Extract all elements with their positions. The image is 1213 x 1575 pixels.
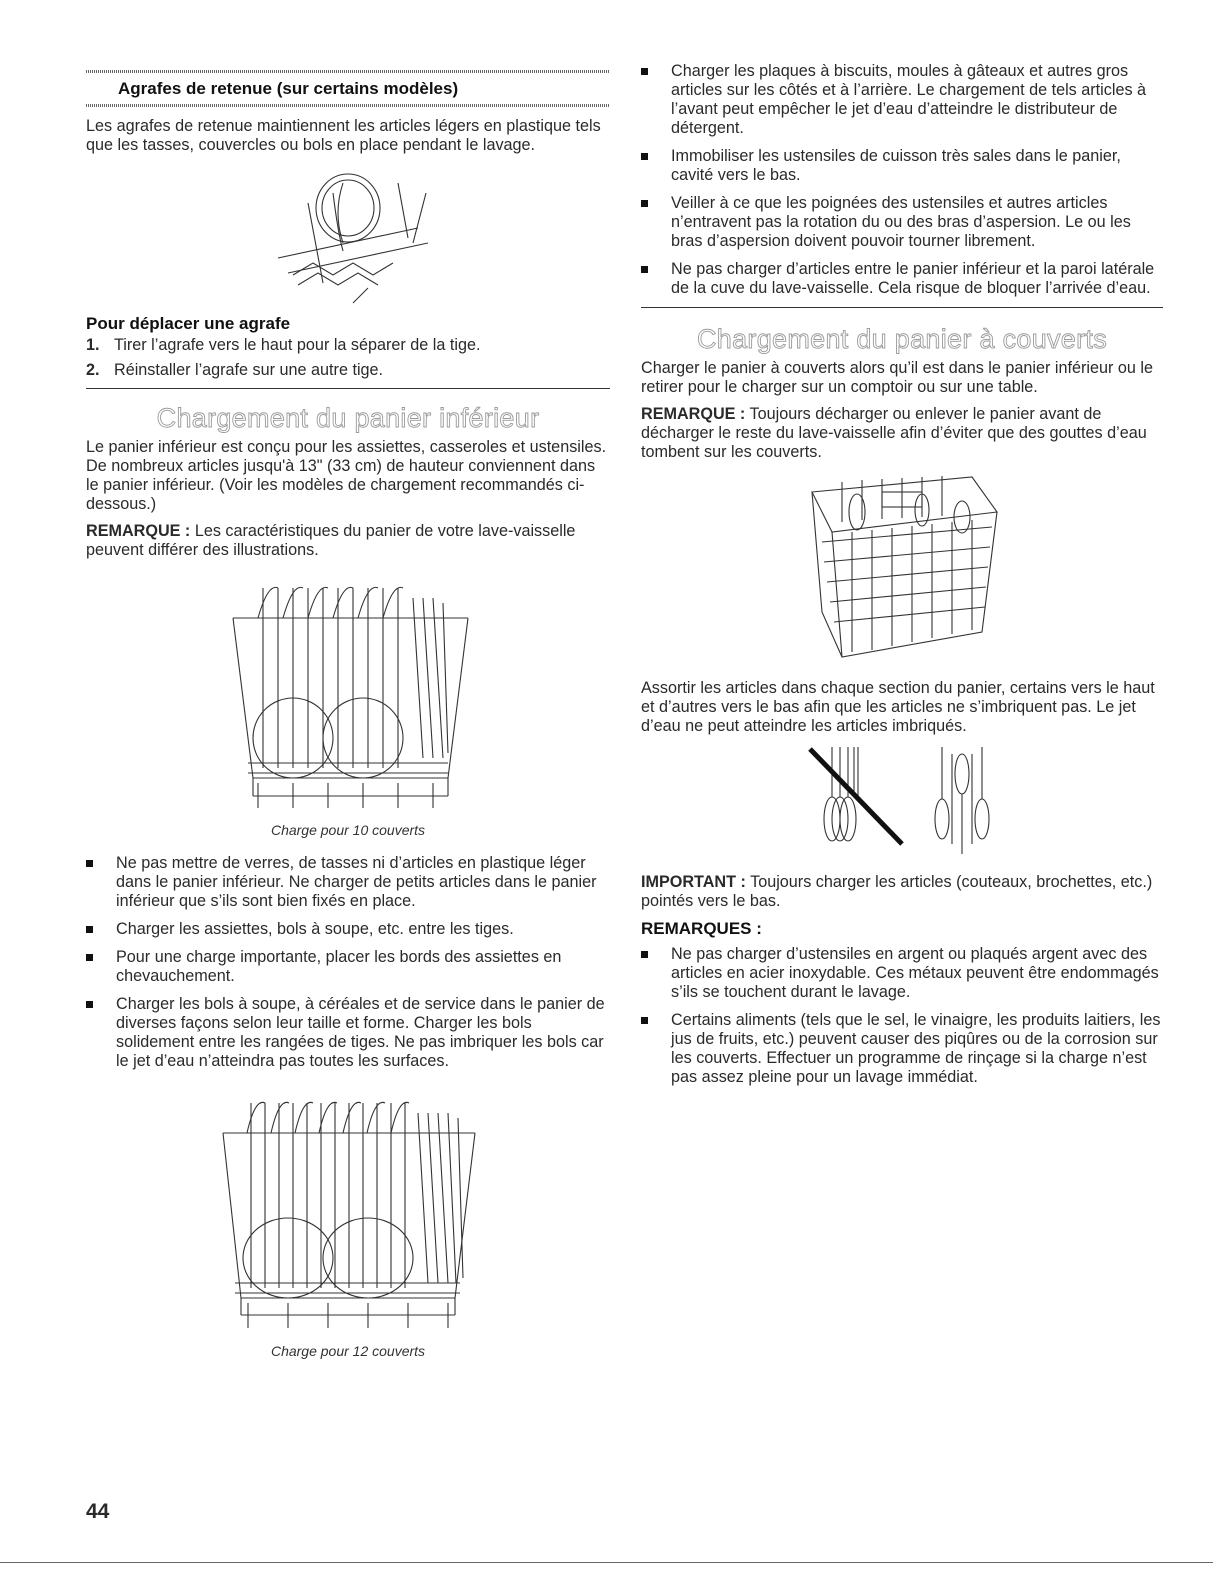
important-body: Toujours charger les articles (couteaux, brochettes, etc.) pointés vers le bas. [641, 873, 1153, 910]
bullet-item [86, 920, 610, 939]
step-number: 1. [86, 336, 100, 354]
bullet-item [86, 995, 610, 1071]
remarks-title: REMARQUES : [641, 919, 762, 938]
lower-rack-title: Chargement du panier inférieur [156, 403, 540, 433]
left-column [86, 62, 610, 1375]
lower-rack-note [86, 522, 610, 560]
bullet-text: Veiller à ce que les poignées des ustensiles et autres articles n’entravent pas la rotation du ou des bras d’aspersion. Le ou les bras d’aspersion doivent pouvoir tourner librement. [671, 194, 1131, 250]
nesting-spoons-illustration [802, 744, 1002, 859]
note-text: Toujours décharger ou enlever le panier avant de décharger le reste du lave-vaisselle afin d’éviter que des gouttes d’eau tombent sur les couverts. [641, 405, 1147, 461]
note-text: Les caractéristiques du panier de votre lave-vaisselle peuvent différer des illustrations. [86, 522, 576, 559]
remark-text: Ne pas charger d’ustensiles en argent ou plaqués argent avec des articles en acier inoxydable. Ces métaux peuvent être endommagés s’ils se touchent durant le lavage. [671, 945, 1159, 1001]
bullet-text: Charger les assiettes, bols à soupe, etc. entre les tiges. [116, 920, 514, 938]
hatch-rule [86, 104, 610, 107]
bullet-text: Immobiliser les ustensiles de cuisson très sales dans le panier, cavité vers le bas. [671, 147, 1121, 184]
section-rule [86, 388, 610, 389]
right-column [641, 62, 1163, 1096]
move-steps [86, 336, 610, 380]
silverware-basket-illustration [802, 472, 1002, 667]
important-label: IMPORTANT : [641, 873, 746, 891]
bullet-item [641, 194, 1163, 251]
step-number: 2. [86, 361, 100, 379]
section-rule [641, 307, 1163, 308]
note-label: REMARQUE : [641, 405, 746, 423]
bullet-item [641, 62, 1163, 138]
bullet-text: Ne pas charger d’articles entre le panier inférieur et la paroi latérale de la cuve du lave-vaisselle. Cela risque de bloquer l’arrivée d’eau. [671, 260, 1155, 297]
bullet-text: Charger les plaques à biscuits, moules à gâteaux et autres gros articles sur les côtés et à l’arrière. Le chargement de tels articles à l’avant peut empêcher le jet d’eau d’atteindre le distributeur de détergent. [671, 62, 1147, 137]
bullet-item [86, 854, 610, 911]
page-number: 44 [86, 1500, 110, 1523]
bullet-text: Ne pas mettre de verres, de tasses ni d’articles en plastique léger dans le panier inférieur. Ne charger de petits articles dans le panier inférieur que s’ils sont bien fixés en place. [116, 854, 597, 910]
retainer-clip-illustration [248, 163, 448, 308]
lower-rack-intro: Le panier inférieur est conçu pour les assiettes, casseroles et ustensiles. De nombreux articles jusqu'à 13" (33 cm) de hauteur conviennent dans le panier inférieur. (Voir les modèles de chargement recommandés ci-dessous.) [86, 438, 607, 513]
lower-rack-bullets [86, 854, 610, 1071]
twelve-place-setting-illustration [213, 1093, 483, 1333]
remark-text: Certains aliments (tels que le sel, le vinaigre, les produits laitiers, les jus de fruits, etc.) peuvent causer des piqûres ou de la corrosion sur les couverts. Effectuer un programme de rinçage si la charge n’est pas assez pleine pour un lavage immédiat. [671, 1011, 1161, 1086]
bullet-item [641, 147, 1163, 185]
hatch-rule [86, 70, 610, 73]
step-item [86, 361, 610, 380]
important-text [641, 873, 1163, 911]
remark-item [641, 945, 1163, 1002]
mix-items-text: Assortir les articles dans chaque section du panier, certains vers le haut et d’autres vers le bas afin que les articles ne s’imbriquent pas. Le jet d’eau ne peut atteindre les articles imbriqués. [641, 679, 1155, 735]
bottom-edge-line [0, 1562, 1213, 1563]
bullet-text: Charger les bols à soupe, à céréales et de service dans le panier de diverses façons selon leur taille et forme. Charger les bols solidement entre les rangées de tiges. Ne pas imbriquer les bols car le jet d’eau n’atteindra pas toutes les surfaces. [116, 995, 605, 1070]
bullet-text: Pour une charge importante, placer les bords des assiettes en chevauchement. [116, 948, 562, 985]
caption-12-settings: Charge pour 12 couverts [270, 1343, 426, 1359]
lower-rack-bullets-continued [641, 62, 1163, 298]
bullet-item [641, 260, 1163, 298]
remarks-list [641, 945, 1163, 1087]
remark-item [641, 1011, 1163, 1087]
move-retainer-title: Pour déplacer une agrafe [86, 314, 291, 333]
silverware-intro: Charger le panier à couverts alors qu’il est dans le panier inférieur ou le retirer pour le charger sur un comptoir ou sur une table. [641, 359, 1153, 396]
ten-place-setting-illustration [223, 578, 473, 818]
retainers-text: Les agrafes de retenue maintiennent les articles légers en plastique tels que les tasses, couvercles ou bols en place pendant le lavage. [86, 117, 601, 154]
caption-10-settings: Charge pour 10 couverts [270, 822, 426, 838]
retainers-title: Agrafes de retenue (sur certains modèles) [118, 79, 459, 98]
step-text: Réinstaller l’agrafe sur une autre tige. [114, 361, 384, 379]
step-item [86, 336, 610, 355]
silverware-basket-title: Chargement du panier à couverts [696, 324, 1108, 354]
note-label: REMARQUE : [86, 522, 191, 540]
bullet-item [86, 948, 610, 986]
step-text: Tirer l’agrafe vers le haut pour la séparer de la tige. [114, 336, 481, 354]
silverware-note [641, 405, 1163, 462]
